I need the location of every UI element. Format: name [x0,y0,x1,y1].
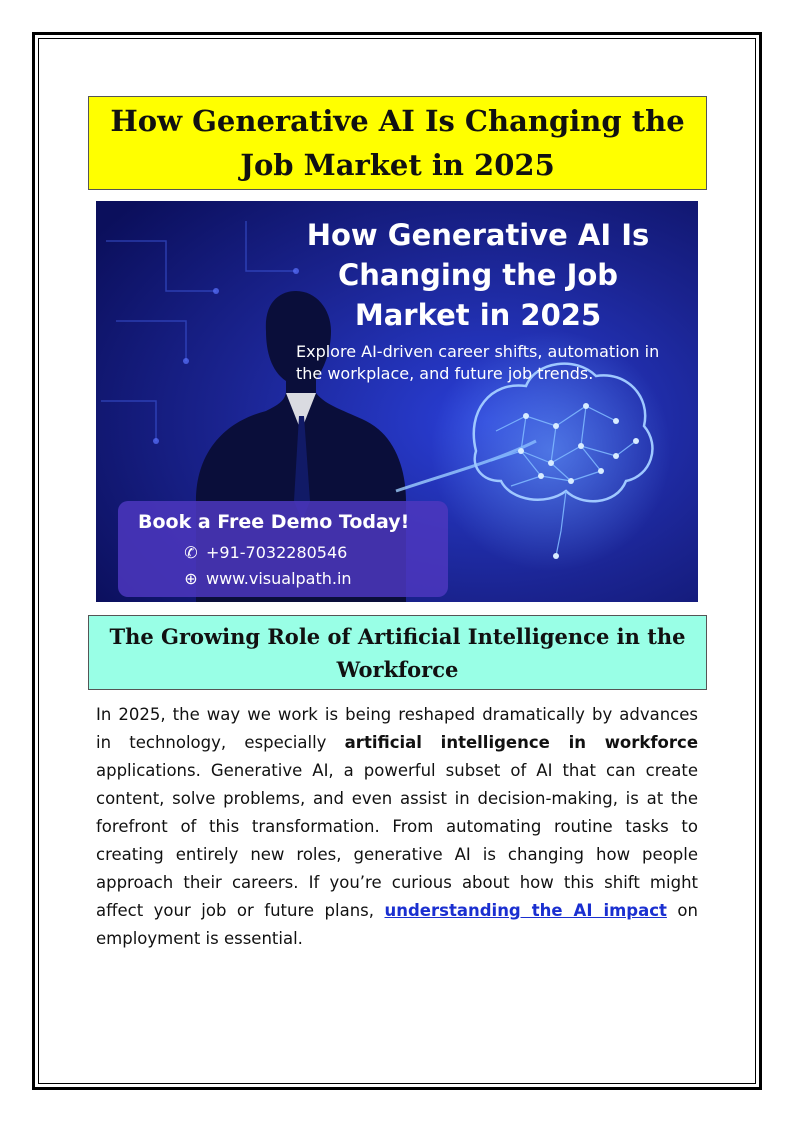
demo-title: Book a Free Demo Today! [138,511,410,533]
banner-subtitle: Explore AI-driven career shifts, automation in the workplace, and future job trends. [296,342,660,383]
paragraph-text-3: on employment is essential. [96,901,698,948]
paragraph-text-2: applications. Generative AI, a powerful subset of AI that can create content, solve problems, and even assist in decision-making, is at the forefront of this transformation. From automating routine tasks to creating entirely new roles, generative AI is changing how people approach their careers. If you’re curious about how this shift might affect your job or future plans, [96,761,698,920]
banner-image [96,201,698,602]
section-heading: The Growing Role of Artificial Intelligence in the Workforce [109,623,686,682]
phone-number: +91-7032280546 [206,543,348,562]
paragraph-text-1: In 2025, the way we work is being reshaped dramatically by advances in technology, especially [96,705,698,752]
website-line [182,569,352,588]
subheading-box [88,615,707,690]
ai-impact-link[interactable]: understanding the AI impact [384,901,667,920]
banner-headline: How Generative AI Is Changing the Job Market in 2025 [306,218,650,332]
title-box [88,96,707,190]
page-title: How Generative AI Is Changing the Job Market in 2025 [110,104,685,182]
demo-callout [118,501,448,597]
phone-icon: ✆ [184,543,198,562]
website-url: www.visualpath.in [206,569,352,588]
body-paragraph [96,701,698,953]
phone-line [182,543,347,562]
globe-icon: ⊕ [184,569,198,588]
paragraph-bold-phrase: artificial intelligence in workforce [344,733,699,752]
